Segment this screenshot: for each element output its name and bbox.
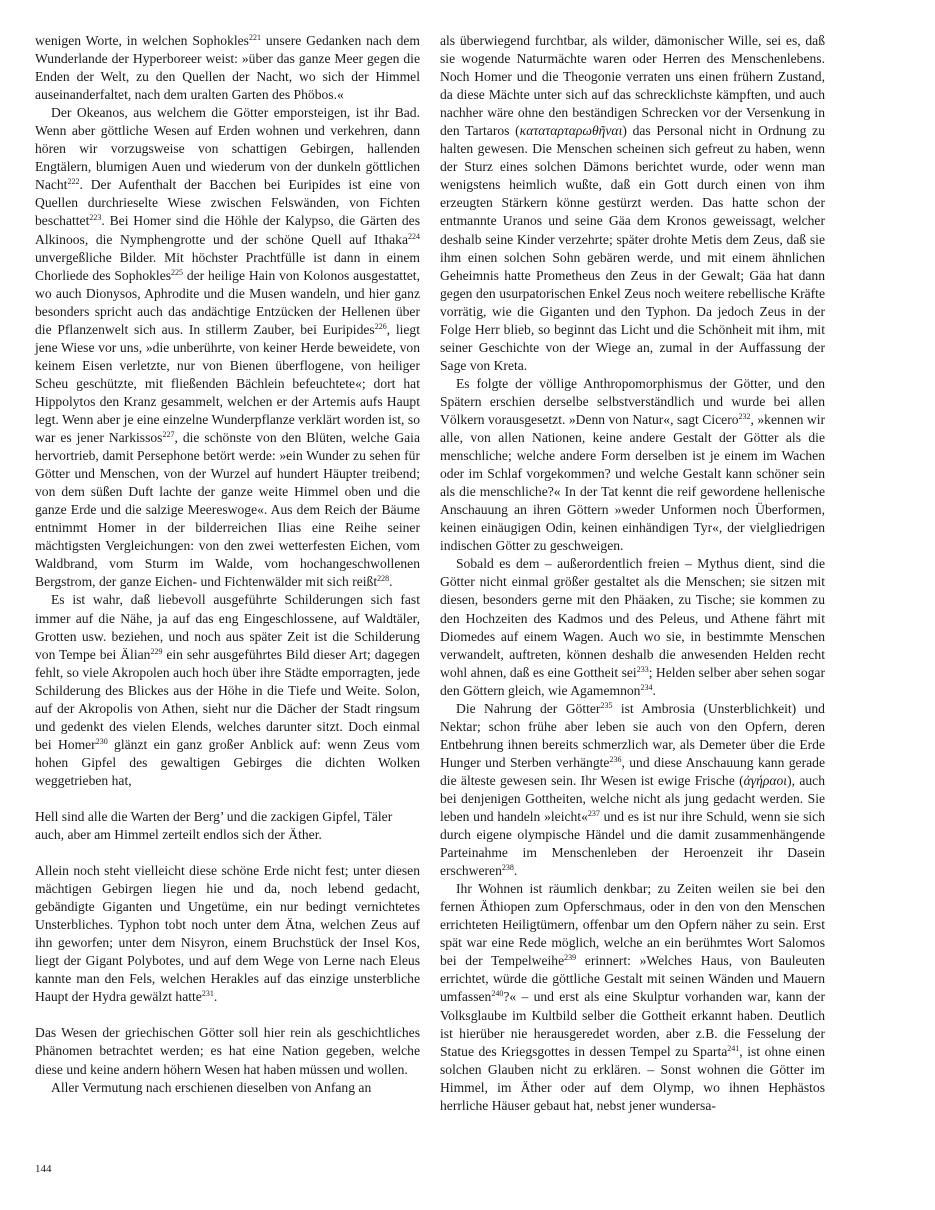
footnote-ref[interactable]: 229 xyxy=(150,646,163,656)
footnote-ref[interactable]: 230 xyxy=(95,736,108,746)
paragraph: wenigen Worte, in welchen Sophokles$^{221}$ unsere Gedanken nach dem Wunderlande der Hyperboreer weist: »über das ganze Meer gegen die Enden der Welt, zu den Quellen der Nacht, wo sich der Himmel auseinanderfaltet, nach dem uralten Garten des Phöbos.« xyxy=(35,33,420,103)
left-column xyxy=(35,32,420,1097)
greek-term: καταταρταρωθῆναι xyxy=(519,123,623,139)
footnote-ref[interactable]: 234 xyxy=(640,682,653,692)
footnote-ref[interactable]: 241 xyxy=(727,1043,740,1053)
right-column xyxy=(440,32,825,1115)
footnote-ref[interactable]: 224 xyxy=(408,231,420,241)
footnote-ref[interactable]: 227 xyxy=(162,430,175,440)
paragraph: Der Okeanos, aus welchem die Götter emporsteigen, ist ihr Bad. Wenn aber göttliche Wesen auf Erden wohnen und verkehren, dann hören wir vorzugsweise von schattigen Gebirgen, hallenden Engtälern, blumigen Auen und wiederum von der dunkeln göttlichen Nacht$^{222}$. Der Aufenthalt der Bacchen bei Euripides ist eine von Quellen durchrieselte Wiese zwischen Felswänden, von Fichten beschattet$^{223}$. Bei Homer sind die Höhle der Kalypso, die Gärten des Alkinoos, die Nymphengrotte und der schöne Quell auf Ithaka$^{224}$ unvergeßliche Bilder. Mit höchster Prachtfülle ist dann in einem Chorliede des Sophokles$^{225}$ der heilige Hain von Kolonos ausgestattet, wo auch Dionysos, Aphrodite und die Musen wandeln, und hier ganz besonders spricht auch das andächtige Entzücken der Hellenen über die Pflanzenwelt sich aus. In stillerm Zauber, bei Euripides$^{226}$, liegt jene Wiese vor uns, »die unberührte, von keiner Herde beweidete, von keinem Eisen verletzte, nur von Bienen überflogene, von heiliger Scheu geschützte, mit fließenden Bächlein befeuchtete«; dort hat Hippolytos den Kranz gesammelt, welchen er der Artemis aufs Haupt legt. Wenn aber je eine einzelne Wunderpflanze verklärt worden ist, so war es jener Narkissos$^{227}$, die schönste von den Blüten, welche Gaia hervortrieb, damit Persephone betört werde: »ein Wunder zu sehen für Götter und Menschen, von der Wurzel auf hundert Häupter treibend; von dem süßen Duft lachte der ganze weite Himmel oben und die ganze Erde und die salzige Meereswoge«. Aus dem Reich der Bäume entnimmt Homer in der bilderreichen Ilias eine Reihe seiner mächtigsten Vergleichungen: von den zwei wetterfesten Eichen, vom Waldbrand, vom Sturm im Walde, vom hochangeschwollenen Bergstrom, der ganze Eichen- und Fichtenwälder mit sich reißt$^{228}$. xyxy=(35,105,420,590)
greek-term: ἀγήραοι xyxy=(743,772,788,788)
paragraph: Allein noch steht vielleicht diese schöne Erde nicht fest; unter diesen mächtigen Gebirgen liegen hie und da, noch lebend gedacht, gebändigte Giganten und Ungetüme, ein nur bedingt vernichtetes Unsterbliches. Typhon tobt noch unter dem Ätna, welchen Zeus auf ihn geworfen; unter dem Nisyron, einem Bruchstück der Insel Kos, liegt der Gigant Polybotes, und auf dem Wege von Lerne nach Eleus kannte man den Fels, welchen Herakles auf das einzige unsterbliche Haupt der Hydra gewälzt hatte$^{231}$. xyxy=(35,863,420,1005)
footnote-ref[interactable]: 235 xyxy=(600,700,613,710)
footnote-ref[interactable]: 238 xyxy=(501,863,514,873)
footnote-ref[interactable]: 240 xyxy=(491,989,504,999)
footnote-ref[interactable]: 233 xyxy=(636,664,649,674)
footnote-ref[interactable]: 232 xyxy=(738,411,751,421)
paragraph: Das Wesen der griechischen Götter soll hier rein als geschichtliches Phänomen betrachtet werden; es hat eine Nation gegeben, welche diese und keine andern höhern Wesen hat haben müssen und wollen. xyxy=(35,1025,420,1077)
footnote-ref[interactable]: 239 xyxy=(564,953,577,963)
paragraph: Die Nahrung der Götter$^{235}$ ist Ambrosia (Unsterblichkeit) und Nektar; schon frühe aber leben sie auch von den Opfern, deren Entbehrung ihnen bereits schmerzlich war, als Demeter über die Erde Hunger und Sterben verhängte$^{236}$, und diese Anschauung kann gerade die älteste gewesen sein. Ihr Wesen ist ewige Frische (ἀγήραοι), auch bei denjenigen Gottheiten, welche nicht als jung gedacht werden. Sie leben und handeln »leicht«$^{237}$ und es ist nur ihre Schuld, wenn sie sich durch eigene olympische Händel und die damit zusammenhängende Parteinahme im Menschenleben der Heroenzeit ihr Dasein erschweren$^{238}$. xyxy=(440,700,825,879)
paragraph: Sobald es dem – außerordentlich freien – Mythus dient, sind die Götter nicht einmal größer gestaltet als die Menschen; sie sitzen mit diesen, besonders gerne mit den Phäaken, zu Tische; sie kommen zu den Hochzeiten des Kadmos und des Peleus, und Athene fährt mit Diomedes auf einem Wagen. Auch wo sie, in bestimmte Menschen verwandelt, auftreten, können deshalb die anwesenden Helden recht wohl ahnen, daß es eine Gottheit sei$^{233}$; Helden selber aber sehen sogar den Göttern gleich, wie Agamemnon$^{234}$. xyxy=(440,556,825,698)
footnote-ref[interactable]: 237 xyxy=(587,809,600,819)
verse-quote: Hell sind alle die Warten der Berg’ und die zackigen Gipfel, Täler auch, aber am Himmel zerteilt endlos sich der Äther. xyxy=(35,808,393,843)
footnote-ref[interactable]: 236 xyxy=(609,754,622,764)
footnote-ref[interactable]: 226 xyxy=(374,321,387,331)
paragraph: Es folgte der völlige Anthropomorphismus der Götter, und den Spätern erschien derselbe selbstverständlich und wurde bei allen Völkern vorausgesetzt. »Denn von Natur«, sagt Cicero$^{232}$, »kennen wir alle, von allen Nationen, keine andere Gestalt der Götter als die menschliche; welche andere Form derselben ist je einem im Wachen oder im Schlaf vorgekommen? und welche Gestalt kann schöner sein als die menschliche?« In der Tat kennt die reif gewordene hellenische Anschauung an ihren Göttern »weder Unformen noch Überformen, keinen einäugigen Odin, keinen einhändigen Tyr«, der vielgliedrigen indischen Götter zu geschweigen. xyxy=(440,375,825,554)
paragraph: Ihr Wohnen ist räumlich denkbar; zu Zeiten weilen sie bei den fernen Äthiopen zum Opferschmaus, oder in den von den Menschen errichteten Heiligtümern, offenbar um den Opfern näher zu sein. Erst spät war eine Rede möglich, welche an ein berühmtes Wort Salomos bei der Tempelweihe$^{239}$ erinnert: »Welches Haus, von Bauleuten errichtet, würde die göttliche Gestalt mit seinen Wänden und Mauern umfassen$^{240}$?« – und erst als eine Skulptur vorhanden war, kann der Volksglaube im Kultbild selber die Gottheit erkannt haben. Deutlich ist hierüber nie herausgeredet worden, aber z.B. die Fesselung der Statue des Kriegsgottes in dessen Tempel zu Sparta$^{241}$, ist ohne einen solchen Glauben nicht zu erklären. – Sonst wohnen die Götter im Himmel, im Äther oder auf dem Olymp, wo ihnen Hephästos herrliche Häuser gebaut hat, nebst jener wundersa- xyxy=(440,881,825,1113)
page-number: 144 xyxy=(35,1163,52,1175)
paragraph: als überwiegend furchtbar, als wilder, dämonischer Wille, sei es, daß sie wogende Naturmächte waren oder Herren des Menschenlebens. Noch Homer und die Theogonie verraten uns einen frühern Zustand, da diese Mächte unter sich auf das schrecklichste kämpften, und auch nachher wäre ohne den beständigen Schrecken vor der Versenkung in den Tartaros (καταταρταρωθῆναι) das Personal nicht in Ordnung zu halten gewesen. Die Menschen scheinen sich gefreut zu haben, wenn der Sturz eines solchen Dämons berichtet wurde, oder wenn man wenigstens heimlich wußte, daß ein Gott durch einen von ihm erzeugten Stärkern könne gestürzt werden. Das hatte schon der entmannte Uranos und seine Gäa dem Kronos geweissagt, welcher deshalb seine Kinder verzehrte; später drohte Metis dem Zeus, daß sie ihm einen solchen Sohn gebären werde, und mit einem ähnlichen Geheimnis hatte Prometheus den Zeus in der Gewalt; Gäa hat dann gegen den usurpatorischen Enkel Zeus noch weitere rebellische Kräfte vorrätig, wie die Giganten und den Typhon. Da jedoch Zeus in der Folge Herr blieb, so beginnt das Licht und die Schönheit mit ihm, mit seiner Geschichte von der Wiege an, zumal in der Auffassung der Sage von Kreta. xyxy=(440,33,825,373)
footnote-ref[interactable]: 223 xyxy=(89,213,102,223)
footnote-ref[interactable]: 228 xyxy=(377,574,390,584)
footnote-ref[interactable]: 221 xyxy=(248,33,261,42)
footnote-ref[interactable]: 222 xyxy=(67,177,80,187)
paragraph: Es ist wahr, daß liebevoll ausgeführte Schilderungen sich fast immer auf die Nähe, ja auf das eng Eingeschlossene, auf Waldtäler, Grotten usw. beziehen, und noch aus später Zeit ist die Schilderung von Tempe bei Älian$^{229}$ ein sehr ausgeführtes Bild dieser Art; dagegen fehlt, so viele Akropolen auch hoch über ihre Städte emporragten, jede Schilderung des Blickes aus der Höhe in die Tiefe und Weite. Solon, auf der Akropolis von Athen, sieht nur die Dächer der Stadt ringsum und gedenkt des vielen Elends, welches darunter sitzt. Doch einmal bei Homer$^{230}$ glänzt ein ganz großer Anblick auf: wenn Zeus vom hohen Gipfel des gewaltigen Gebirges die dichten Wolken weggetrieben hat, xyxy=(35,592,420,788)
footnote-ref[interactable]: 225 xyxy=(171,267,184,277)
footnote-ref[interactable]: 231 xyxy=(201,989,214,999)
paragraph: Aller Vermutung nach erschienen dieselben von Anfang an xyxy=(51,1079,372,1095)
